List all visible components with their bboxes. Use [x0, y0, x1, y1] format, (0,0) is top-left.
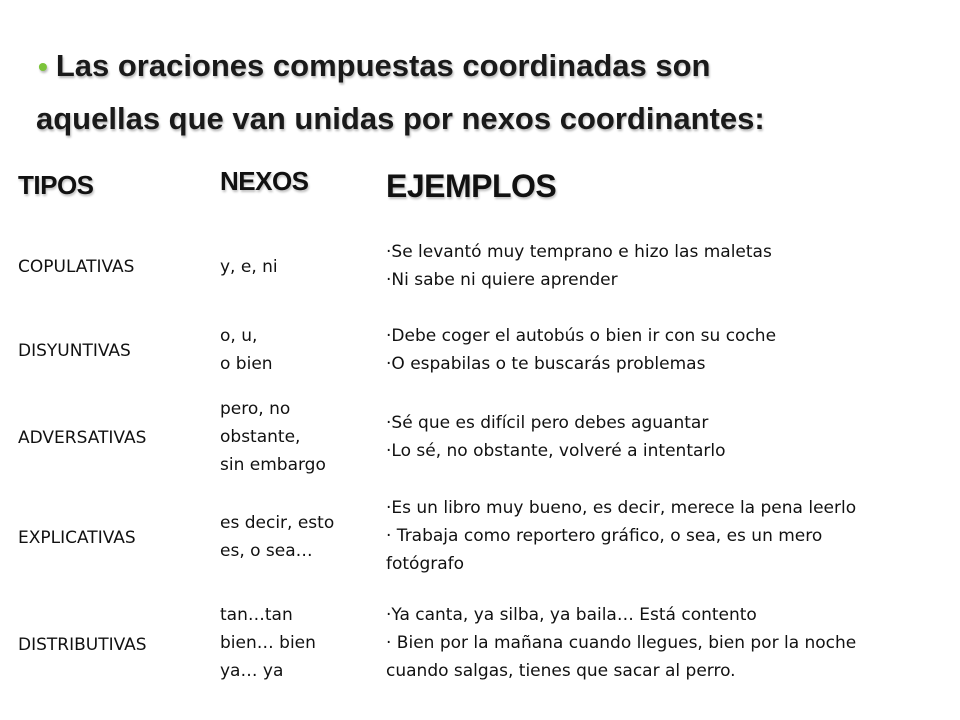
tipo-copulativas: COPULATIVAS [18, 257, 135, 277]
nexos-disyuntivas [220, 322, 273, 378]
ejemplo-line: ·Sé que es difícil pero debes aguantar [386, 413, 709, 433]
ejemplo-line: fotógrafo [386, 554, 465, 574]
nexos-copulativas [220, 253, 278, 281]
ejemplo-line: cuando salgas, tienes que sacar al perro. [386, 661, 736, 681]
nexo-line: o bien [220, 354, 273, 374]
nexo-line: o, u, [220, 326, 258, 346]
nexo-line: sin embargo [220, 455, 326, 475]
nexos-distributivas [220, 601, 316, 685]
tipo-adversativas: ADVERSATIVAS [18, 428, 147, 448]
nexo-line: es, o sea… [220, 541, 313, 561]
ejemplos-disyuntivas [386, 322, 946, 378]
ejemplo-line: ·Debe coger el autobús o bien ir con su coche [386, 326, 777, 346]
header-nexos: NEXOS [220, 166, 309, 196]
header-tipos: TIPOS [18, 170, 94, 200]
title-text-1: Las oraciones compuestas coordinadas son [55, 48, 711, 83]
nexo-line: bien… bien [220, 633, 316, 653]
nexo-line: tan…tan [220, 605, 293, 625]
nexos-explicativas [220, 509, 334, 565]
ejemplo-line: · Trabaja como reportero gráfico, o sea, es un mero [386, 526, 823, 546]
tipo-explicativas: EXPLICATIVAS [18, 528, 136, 548]
header-ejemplos: EJEMPLOS [386, 168, 557, 204]
ejemplo-line: ·Es un libro muy bueno, es decir, merece la pena leerlo [386, 498, 857, 518]
nexo-line: es decir, esto [220, 513, 335, 533]
nexos-adversativas [220, 395, 326, 479]
ejemplo-line: ·Ni sabe ni quiere aprender [386, 270, 618, 290]
title-line-1 [36, 40, 936, 93]
ejemplo-line: ·Lo sé, no obstante, volveré a intentarlo [386, 441, 726, 461]
ejemplos-explicativas [386, 494, 946, 578]
tipo-disyuntivas: DISYUNTIVAS [18, 341, 131, 361]
ejemplos-adversativas [386, 409, 946, 465]
ejemplo-line: ·Ya canta, ya silba, ya baila… Está contento [386, 605, 757, 625]
nexo-line: pero, no [220, 399, 291, 419]
nexo-line: y, e, ni [220, 257, 278, 277]
nexo-line: obstante, [220, 427, 301, 447]
bullet-icon: • [38, 51, 48, 82]
tipo-distributivas: DISTRIBUTIVAS [18, 635, 147, 655]
ejemplo-line: · Bien por la mañana cuando llegues, bien por la noche [386, 633, 857, 653]
ejemplo-line: ·O espabilas o te buscarás problemas [386, 354, 706, 374]
ejemplo-line: ·Se levantó muy temprano e hizo las maletas [386, 242, 772, 262]
title-line-2: aquellas que van unidas por nexos coordinantes: [36, 101, 765, 136]
nexo-line: ya… ya [220, 661, 284, 681]
slide-title [36, 40, 936, 145]
ejemplos-distributivas [386, 601, 946, 685]
ejemplos-copulativas [386, 238, 946, 294]
